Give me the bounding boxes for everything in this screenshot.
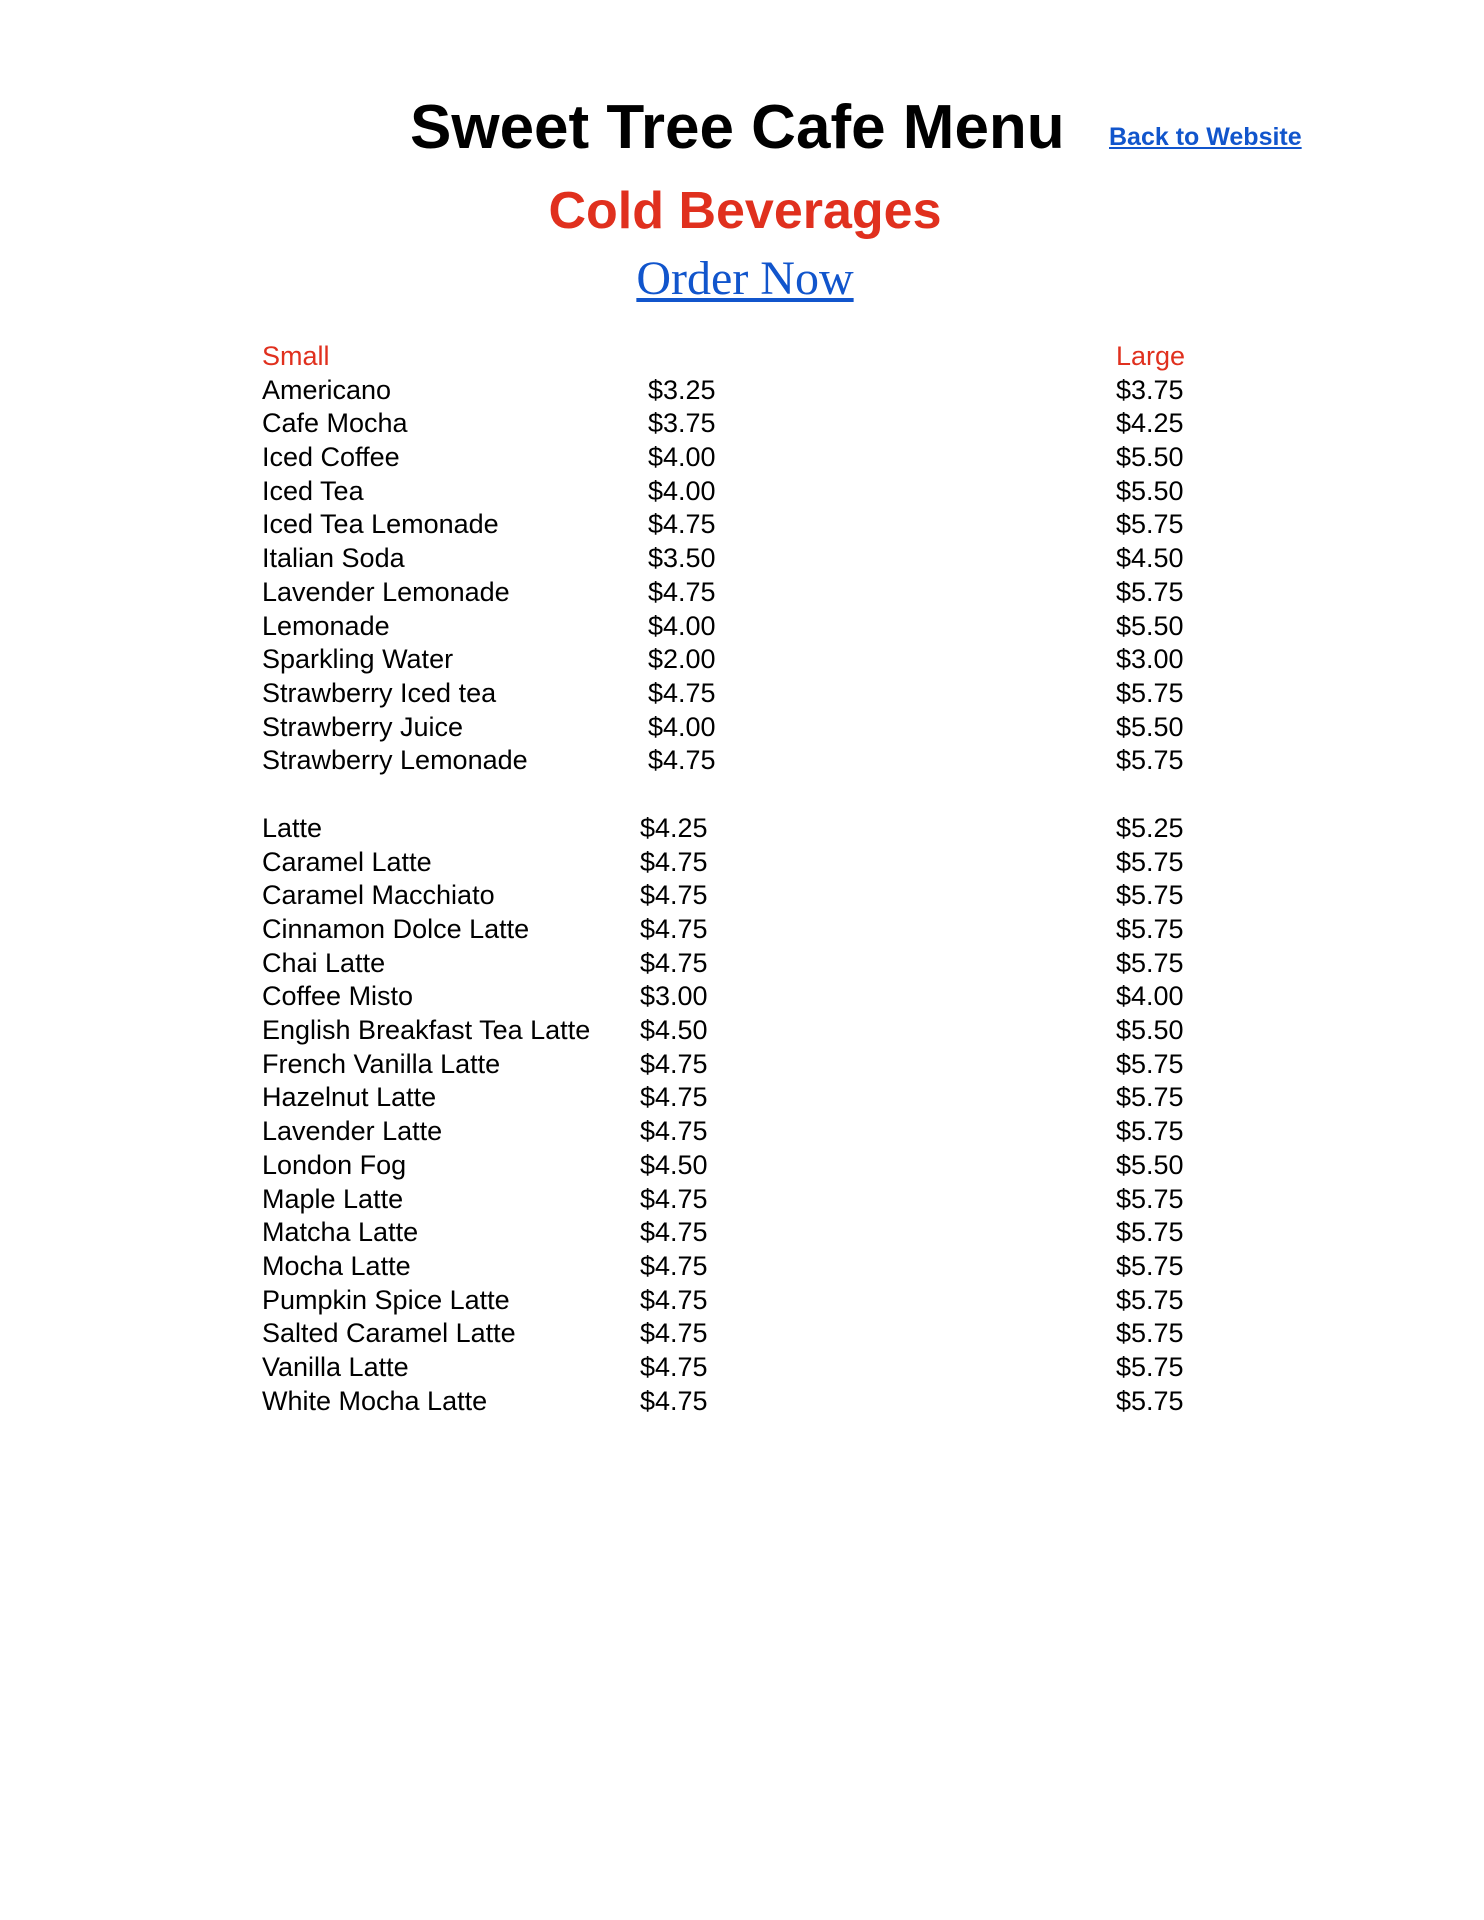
price-small: $4.50 — [640, 1015, 708, 1046]
item-name: Iced Coffee — [262, 442, 400, 473]
price-large: $3.00 — [1116, 644, 1184, 675]
price-large: $4.00 — [1116, 981, 1184, 1012]
item-name: Pumpkin Spice Latte — [262, 1284, 510, 1315]
price-large: $5.75 — [1116, 1048, 1184, 1079]
item-name: Lemonade — [262, 610, 390, 641]
column-header-large: Large — [1116, 341, 1186, 371]
menu-row — [262, 677, 1242, 711]
back-to-website-link[interactable]: Back to Website — [1109, 123, 1302, 151]
column-header-row — [262, 340, 1242, 374]
item-name: Iced Tea — [262, 475, 364, 506]
menu-row — [262, 508, 1242, 542]
menu-row — [262, 812, 1242, 846]
price-small: $4.75 — [648, 576, 716, 607]
latte-group — [262, 812, 1242, 1418]
menu-row — [262, 980, 1242, 1014]
price-small: $4.00 — [648, 711, 716, 742]
item-name: London Fog — [262, 1149, 407, 1180]
item-name: Coffee Misto — [262, 981, 414, 1012]
price-large: $5.75 — [1116, 1284, 1184, 1315]
price-small: $4.75 — [648, 745, 716, 776]
order-now-link[interactable]: Order Now — [636, 252, 854, 305]
price-large: $5.75 — [1116, 947, 1184, 978]
price-small: $4.00 — [648, 610, 716, 641]
menu-row — [262, 475, 1242, 509]
group-spacer — [262, 778, 1242, 812]
price-small: $4.75 — [640, 914, 708, 944]
item-name: Italian Soda — [262, 543, 405, 574]
price-large: $5.75 — [1116, 1116, 1184, 1147]
menu-row — [262, 711, 1242, 745]
price-large: $5.75 — [1116, 1385, 1184, 1416]
item-name: Strawberry Juice — [262, 711, 464, 742]
price-large: $5.75 — [1116, 1318, 1184, 1349]
price-small: $4.75 — [640, 1048, 708, 1079]
menu-row — [262, 1317, 1242, 1351]
price-small: $3.00 — [640, 981, 708, 1012]
price-large: $5.75 — [1116, 576, 1184, 607]
column-header-small: Small — [262, 341, 330, 371]
price-large: $4.50 — [1116, 543, 1184, 574]
item-name: French Vanilla Latte — [262, 1048, 501, 1079]
item-name: Maple Latte — [262, 1183, 404, 1214]
price-small: $4.75 — [640, 947, 708, 978]
price-large: $5.75 — [1116, 509, 1184, 540]
menu-row — [262, 1216, 1242, 1250]
order-now-row — [0, 250, 1484, 308]
price-small: $4.75 — [640, 846, 708, 877]
menu-row — [262, 1081, 1242, 1115]
item-name: Vanilla Latte — [262, 1351, 409, 1382]
price-small: $4.75 — [640, 1116, 708, 1147]
menu-row — [262, 1115, 1242, 1149]
item-name: Americano — [262, 374, 392, 405]
price-large: $5.50 — [1116, 711, 1184, 742]
price-large: $3.75 — [1116, 374, 1184, 405]
menu-row — [262, 846, 1242, 880]
item-name: Strawberry Iced tea — [262, 677, 497, 708]
price-large: $5.50 — [1116, 442, 1184, 473]
price-large: $5.50 — [1116, 610, 1184, 641]
price-large: $5.75 — [1116, 677, 1184, 708]
price-large: $5.75 — [1116, 914, 1184, 944]
price-small: $4.75 — [640, 1284, 708, 1315]
menu-row — [262, 1351, 1242, 1385]
price-large: $5.25 — [1116, 812, 1184, 843]
price-small: $3.50 — [648, 543, 716, 574]
menu-row — [262, 1284, 1242, 1318]
item-name: White Mocha Latte — [262, 1385, 488, 1416]
item-name: Caramel Latte — [262, 846, 432, 877]
menu-row — [262, 610, 1242, 644]
menu-row — [262, 441, 1242, 475]
price-small: $4.75 — [640, 1217, 708, 1248]
price-small: $4.75 — [640, 1250, 708, 1281]
price-small: $3.25 — [648, 374, 716, 405]
menu-row — [262, 643, 1242, 677]
menu-row — [262, 1385, 1242, 1419]
price-small: $4.25 — [640, 812, 708, 843]
item-name: Hazelnut Latte — [262, 1082, 437, 1113]
price-small: $3.75 — [648, 408, 716, 439]
menu-row — [262, 407, 1242, 441]
price-list — [262, 340, 1242, 1418]
page-title: Sweet Tree Cafe Menu — [410, 93, 1065, 162]
menu-row — [262, 542, 1242, 576]
price-large: $5.50 — [1116, 1149, 1184, 1180]
price-large: $5.75 — [1116, 1183, 1184, 1214]
price-small: $4.75 — [640, 1351, 708, 1382]
price-large: $5.50 — [1116, 1015, 1184, 1046]
menu-row — [262, 744, 1242, 778]
price-large: $5.75 — [1116, 1250, 1184, 1281]
item-name: Iced Tea Lemonade — [262, 509, 499, 540]
item-name: Sparkling Water — [262, 644, 454, 675]
price-small: $4.75 — [648, 677, 716, 708]
section-title: Cold Beverages — [548, 182, 942, 240]
menu-row — [262, 1014, 1242, 1048]
price-small: $4.75 — [640, 880, 708, 911]
menu-row — [262, 576, 1242, 610]
menu-row — [262, 1250, 1242, 1284]
cold-drinks-group — [262, 374, 1242, 778]
item-name: Matcha Latte — [262, 1217, 419, 1248]
price-small: $4.00 — [648, 442, 716, 473]
price-small: $4.75 — [640, 1183, 708, 1214]
price-large: $5.75 — [1116, 1217, 1184, 1248]
price-small: $4.75 — [648, 509, 716, 540]
item-name: Caramel Macchiato — [262, 880, 495, 911]
item-name: Lavender Latte — [262, 1116, 443, 1147]
price-large: $5.75 — [1116, 745, 1184, 776]
price-large: $5.50 — [1116, 475, 1184, 506]
price-large: $5.75 — [1116, 880, 1184, 911]
price-small: $4.50 — [640, 1149, 708, 1180]
menu-row — [262, 1183, 1242, 1217]
price-small: $4.00 — [648, 475, 716, 506]
price-small: $4.75 — [640, 1385, 708, 1416]
price-large: $5.75 — [1116, 1082, 1184, 1113]
menu-row — [262, 913, 1242, 947]
item-name: English Breakfast Tea Latte — [262, 1015, 591, 1046]
item-name: Cafe Mocha — [262, 408, 408, 439]
price-large: $4.25 — [1116, 408, 1184, 439]
menu-row — [262, 374, 1242, 408]
menu-row — [262, 879, 1242, 913]
menu-row — [262, 1048, 1242, 1082]
price-large: $5.75 — [1116, 1351, 1184, 1382]
item-name: Strawberry Lemonade — [262, 745, 528, 776]
item-name: Lavender Lemonade — [262, 576, 510, 607]
price-large: $5.75 — [1116, 846, 1184, 877]
item-name: Salted Caramel Latte — [262, 1318, 516, 1349]
price-small: $2.00 — [648, 644, 716, 675]
menu-row — [262, 947, 1242, 981]
item-name: Mocha Latte — [262, 1250, 411, 1281]
item-name: Cinnamon Dolce Latte — [262, 914, 530, 944]
price-small: $4.75 — [640, 1318, 708, 1349]
price-small: $4.75 — [640, 1082, 708, 1113]
item-name: Latte — [262, 812, 323, 843]
menu-row — [262, 1149, 1242, 1183]
item-name: Chai Latte — [262, 947, 386, 978]
